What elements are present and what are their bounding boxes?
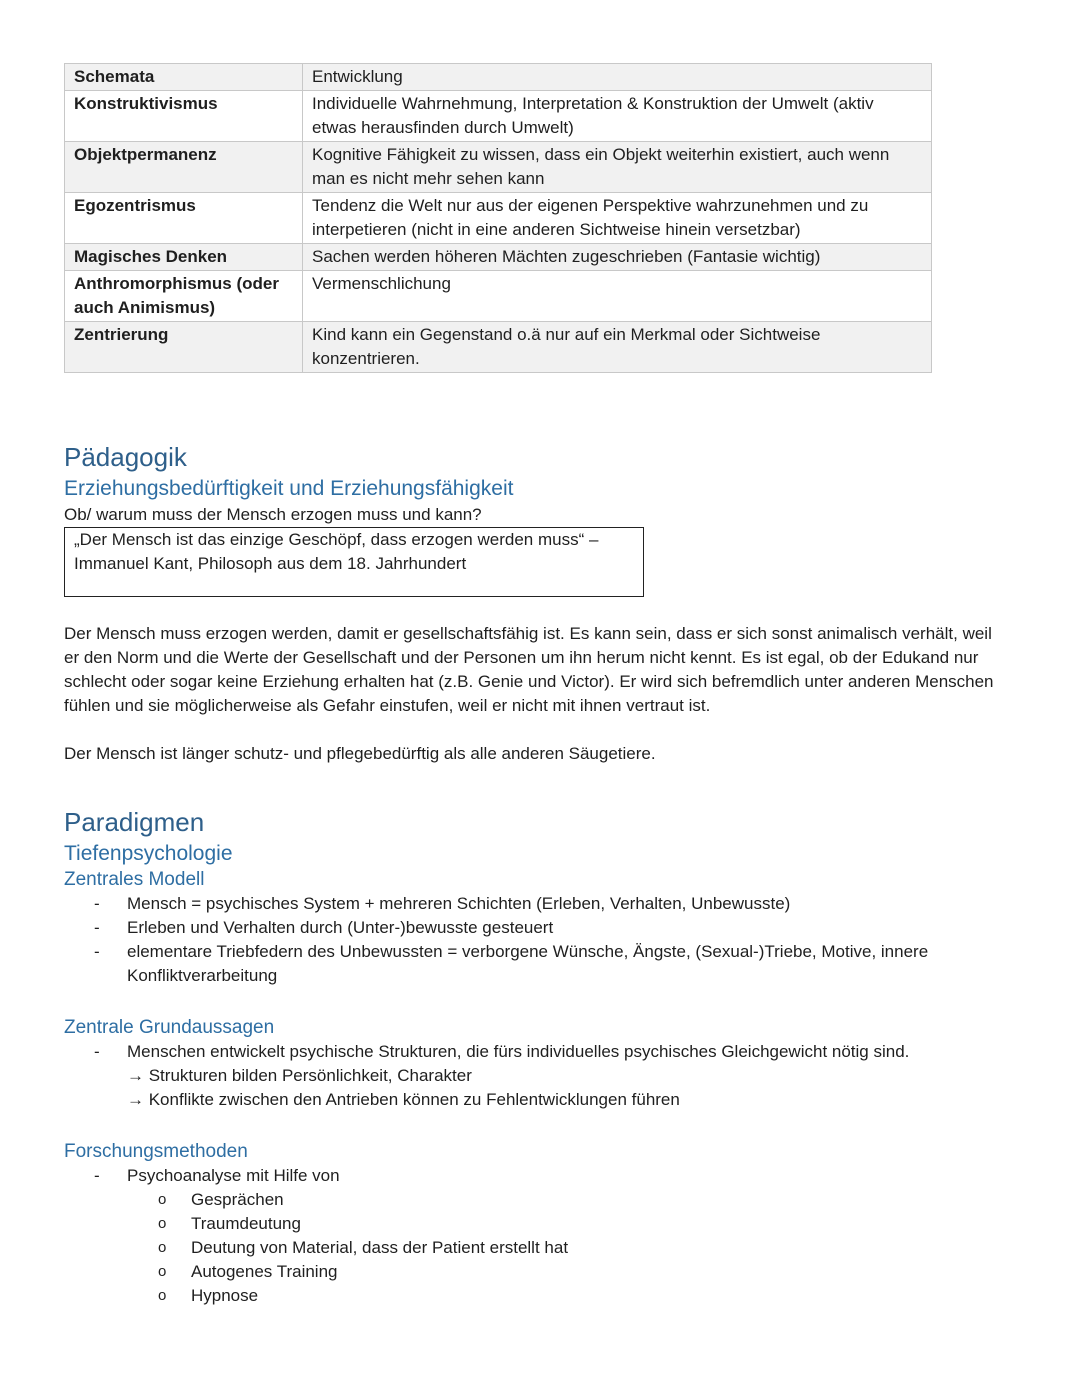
heading-forschungsmethoden: Forschungsmethoden <box>64 1141 248 1162</box>
term-cell: Schemata <box>65 64 303 91</box>
table-row <box>65 142 932 193</box>
list-item: - elementare Triebfedern des Unbewussten = verborgene Wünsche, Ängste, (Sexual-)Triebe, Motive, innere Konfliktverarbeitung <box>94 942 929 985</box>
table-row <box>65 193 932 244</box>
list-item: o Gesprächen <box>64 1188 1004 1212</box>
basics-list <box>64 1040 1004 1064</box>
arrow-line: → Konflikte zwischen den Antrieben können zu Fehlentwicklungen führen <box>127 1090 680 1109</box>
term-cell: Egozentrismus <box>65 193 303 244</box>
section-subtitle-erziehung: Erziehungsbedürftigkeit und Erziehungsfähigkeit <box>64 477 514 500</box>
definition-cell: Entwicklung <box>303 64 932 91</box>
table-row <box>65 64 932 91</box>
list-item: o Traumdeutung <box>64 1212 1004 1236</box>
table-row <box>65 322 932 373</box>
definition-cell: Kognitive Fähigkeit zu wissen, dass ein Objekt weiterhin existiert, auch wenn man es nicht mehr sehen kann <box>303 142 932 193</box>
table-row <box>65 271 932 322</box>
list-item: - Menschen entwickelt psychische Strukturen, die fürs individuelles psychisches Gleichgewicht nötig sind. <box>64 1040 1004 1064</box>
term-cell: Zentrierung <box>65 322 303 373</box>
methods-list <box>64 1164 1004 1188</box>
circle-bullet: o <box>158 1287 167 1304</box>
arrow-line: → Strukturen bilden Persönlichkeit, Charakter <box>127 1066 472 1085</box>
document-page <box>64 63 1004 1308</box>
definition-cell: Individuelle Wahrnehmung, Interpretation & Konstruktion der Umwelt (aktiv etwas herausfinden durch Umwelt) <box>303 91 932 142</box>
dash-bullet: - <box>94 918 100 937</box>
circle-bullet: o <box>158 1239 167 1256</box>
model-list <box>64 892 1004 988</box>
list-item: o Autogenes Training <box>64 1260 1004 1284</box>
heading-zentrale-grundaussagen: Zentrale Grundaussagen <box>64 1017 275 1038</box>
definition-cell: Kind kann ein Gegenstand o.ä nur auf ein Merkmal oder Sichtweise konzentrieren. <box>303 322 932 373</box>
paragraph-erziehung: Der Mensch muss erzogen werden, damit er gesellschaftsfähig ist. Es kann sein, dass er sich sonst animalisch verhält, weil er den Norm und die Werte der Gesellschaft und der Personen um ihn herum nicht kennt. Es ist egal, ob der Edukand nur schlecht oder sogar keine Erziehung erhalten hat (z.B. Genie und Victor). Er wird sich befremdlich unter anderen Menschen fühlen und sie möglicherweise als Gefahr einstufen, weil er nicht mit ihnen vertraut ist. <box>64 624 994 715</box>
term-cell: Anthromorphismus (oder auch Animismus) <box>65 271 303 322</box>
section-title-paedagogik: Pädagogik <box>64 442 187 472</box>
term-cell: Konstruktivismus <box>65 91 303 142</box>
circle-bullet: o <box>158 1191 167 1208</box>
heading-zentrales-modell: Zentrales Modell <box>64 869 205 890</box>
definitions-table <box>64 63 932 373</box>
methods-sublist <box>64 1188 1004 1308</box>
circle-bullet: o <box>158 1263 167 1280</box>
definition-cell: Tendenz die Welt nur aus der eigenen Perspektive wahrzunehmen und zu interpetieren (nicht in eine anderen Sichtweise hinein versetzbar) <box>303 193 932 244</box>
dash-bullet: - <box>94 1042 100 1061</box>
guiding-question: Ob/ warum muss der Mensch erzogen muss und kann? <box>64 505 482 524</box>
section-title-paradigmen: Paradigmen <box>64 807 205 837</box>
section-subtitle-tiefenpsychologie: Tiefenpsychologie <box>64 842 233 865</box>
definition-cell: Sachen werden höheren Mächten zugeschrieben (Fantasie wichtig) <box>303 244 932 271</box>
quote-box <box>64 527 644 597</box>
list-item: - Mensch = psychisches System + mehreren Schichten (Erleben, Verhalten, Unbewusste) <box>64 892 1004 916</box>
dash-bullet: - <box>94 1166 100 1185</box>
list-item: - Psychoanalyse mit Hilfe von <box>64 1164 1004 1188</box>
list-item: - Erleben und Verhalten durch (Unter-)bewusste gesteuert <box>64 916 1004 940</box>
circle-bullet: o <box>158 1215 167 1232</box>
list-item: o Hypnose <box>64 1284 1004 1308</box>
definition-cell: Vermenschlichung <box>303 271 932 322</box>
table-row <box>65 91 932 142</box>
dash-bullet: - <box>94 894 100 913</box>
kant-quote: „Der Mensch ist das einzige Geschöpf, dass erzogen werden muss“ – Immanuel Kant, Philosoph aus dem 18. Jahrhundert <box>74 530 599 573</box>
paragraph-schutz: Der Mensch ist länger schutz- und pflegebedürftig als alle anderen Säugetiere. <box>64 744 656 763</box>
term-cell: Objektpermanenz <box>65 142 303 193</box>
term-cell: Magisches Denken <box>65 244 303 271</box>
dash-bullet: - <box>94 942 100 961</box>
list-item: o Deutung von Material, dass der Patient erstellt hat <box>64 1236 1004 1260</box>
table-row <box>65 244 932 271</box>
